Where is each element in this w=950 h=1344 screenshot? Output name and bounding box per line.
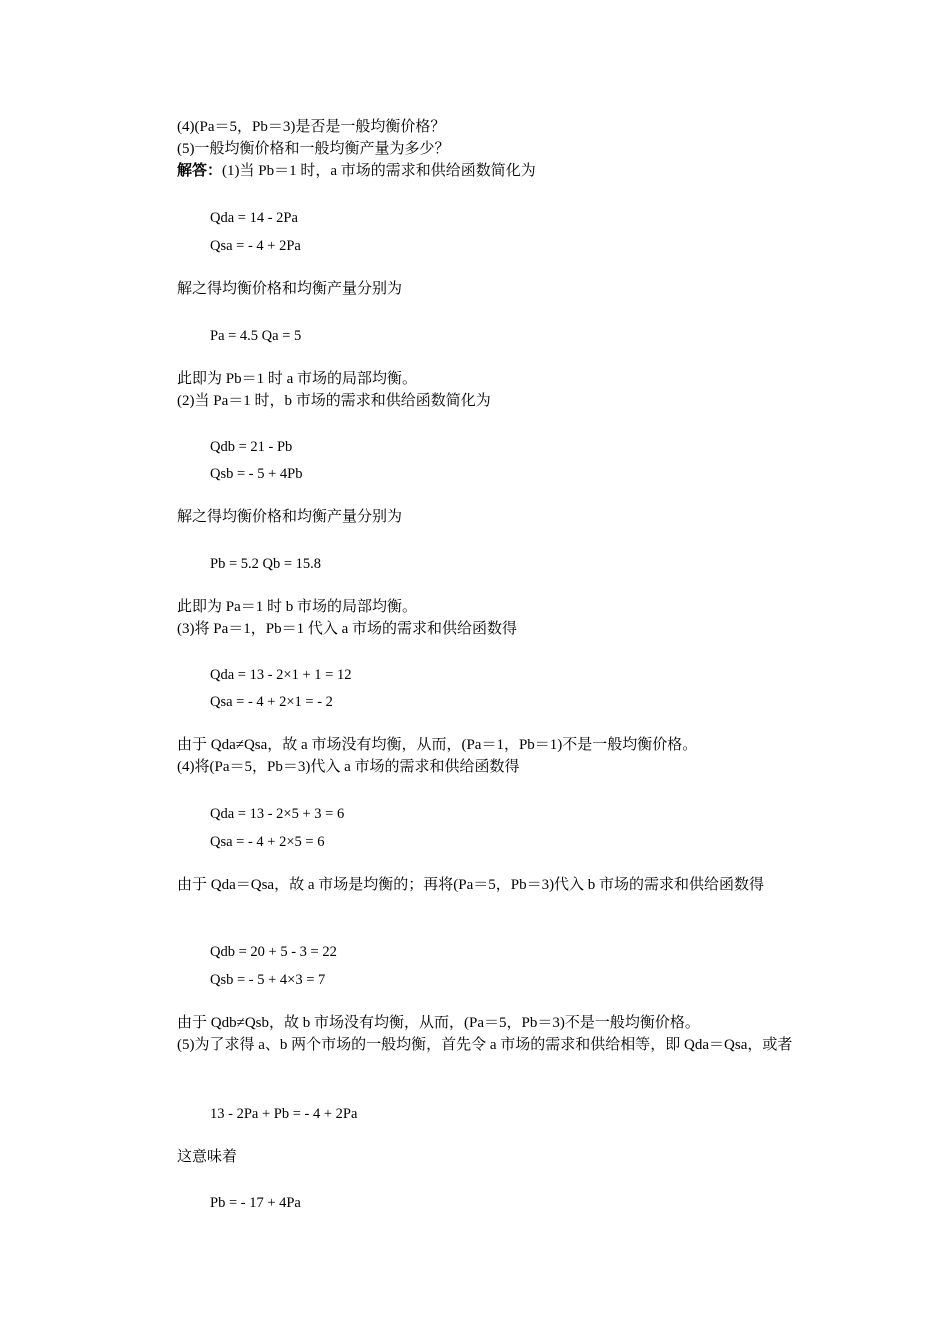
paragraph: 由于 Qda＝Qsa，故 a 市场是均衡的；再将(Pa＝5，Pb＝3)代入 b 市场的需求和供给函数得 (177, 877, 765, 893)
paragraph-wrap (145, 874, 810, 896)
paragraph: 解之得均衡价格和均衡产量分别为 (177, 281, 403, 297)
paragraph: (3)将 Pa＝1，Pb＝1 代入 a 市场的需求和供给函数得 (177, 621, 517, 637)
answer-intro (177, 162, 536, 180)
paragraph-wrap (145, 1034, 810, 1056)
answer-part-1: (1)当 Pb＝1 时，a 市场的需求和供给函数简化为 (222, 163, 536, 179)
equation: Pb = - 17 + 4Pa (210, 1195, 301, 1211)
equation: Qsb = - 5 + 4Pb (210, 466, 303, 482)
paragraph: 此即为 Pa＝1 时 b 市场的局部均衡。 (177, 599, 418, 615)
paragraph: (2)当 Pa＝1 时，b 市场的需求和供给函数简化为 (177, 393, 491, 409)
equation: Qda = 13 - 2×1 + 1 = 12 (210, 667, 352, 683)
equation: Pb = 5.2 Qb = 15.8 (210, 556, 322, 572)
equation: Qdb = 21 - Pb (210, 439, 293, 455)
equation: Pa = 4.5 Qa = 5 (210, 328, 302, 344)
answer-label: 解答： (177, 163, 223, 179)
equation: Qsa = - 4 + 2Pa (210, 238, 301, 254)
equation: Qsb = - 5 + 4×3 = 7 (210, 972, 326, 988)
paragraph: 这意味着 (177, 1149, 238, 1165)
paragraph: 解之得均衡价格和均衡产量分别为 (177, 509, 403, 525)
equation: Qdb = 20 + 5 - 3 = 22 (210, 944, 337, 960)
equation: Qda = 14 - 2Pa (210, 210, 298, 226)
question-5: (5)一般均衡价格和一般均衡产量为多少？ (177, 141, 450, 157)
paragraph: (4)将(Pa＝5，Pb＝3)代入 a 市场的需求和供给函数得 (177, 759, 520, 775)
paragraph: 由于 Qda≠Qsa，故 a 市场没有均衡，从而，(Pa＝1，Pb＝1)不是一般均衡价格。 (177, 737, 698, 753)
equation: Qsa = - 4 + 2×5 = 6 (210, 834, 325, 850)
equation: Qda = 13 - 2×5 + 3 = 6 (210, 806, 345, 822)
equation: Qsa = - 4 + 2×1 = - 2 (210, 694, 333, 710)
paragraph: 此即为 Pb＝1 时 a 市场的局部均衡。 (177, 371, 418, 387)
question-4: (4)(Pa＝5，Pb＝3)是否是一般均衡价格？ (177, 119, 446, 135)
paragraph: 由于 Qdb≠Qsb，故 b 市场没有均衡，从而，(Pa＝5，Pb＝3)不是一般均衡价格。 (177, 1015, 700, 1031)
paragraph: (5)为了求得 a、b 两个市场的一般均衡，首先令 a 市场的需求和供给相等，即 Qda＝Qsa，或者 (177, 1037, 793, 1053)
equation: 13 - 2Pa + Pb = - 4 + 2Pa (210, 1106, 358, 1122)
